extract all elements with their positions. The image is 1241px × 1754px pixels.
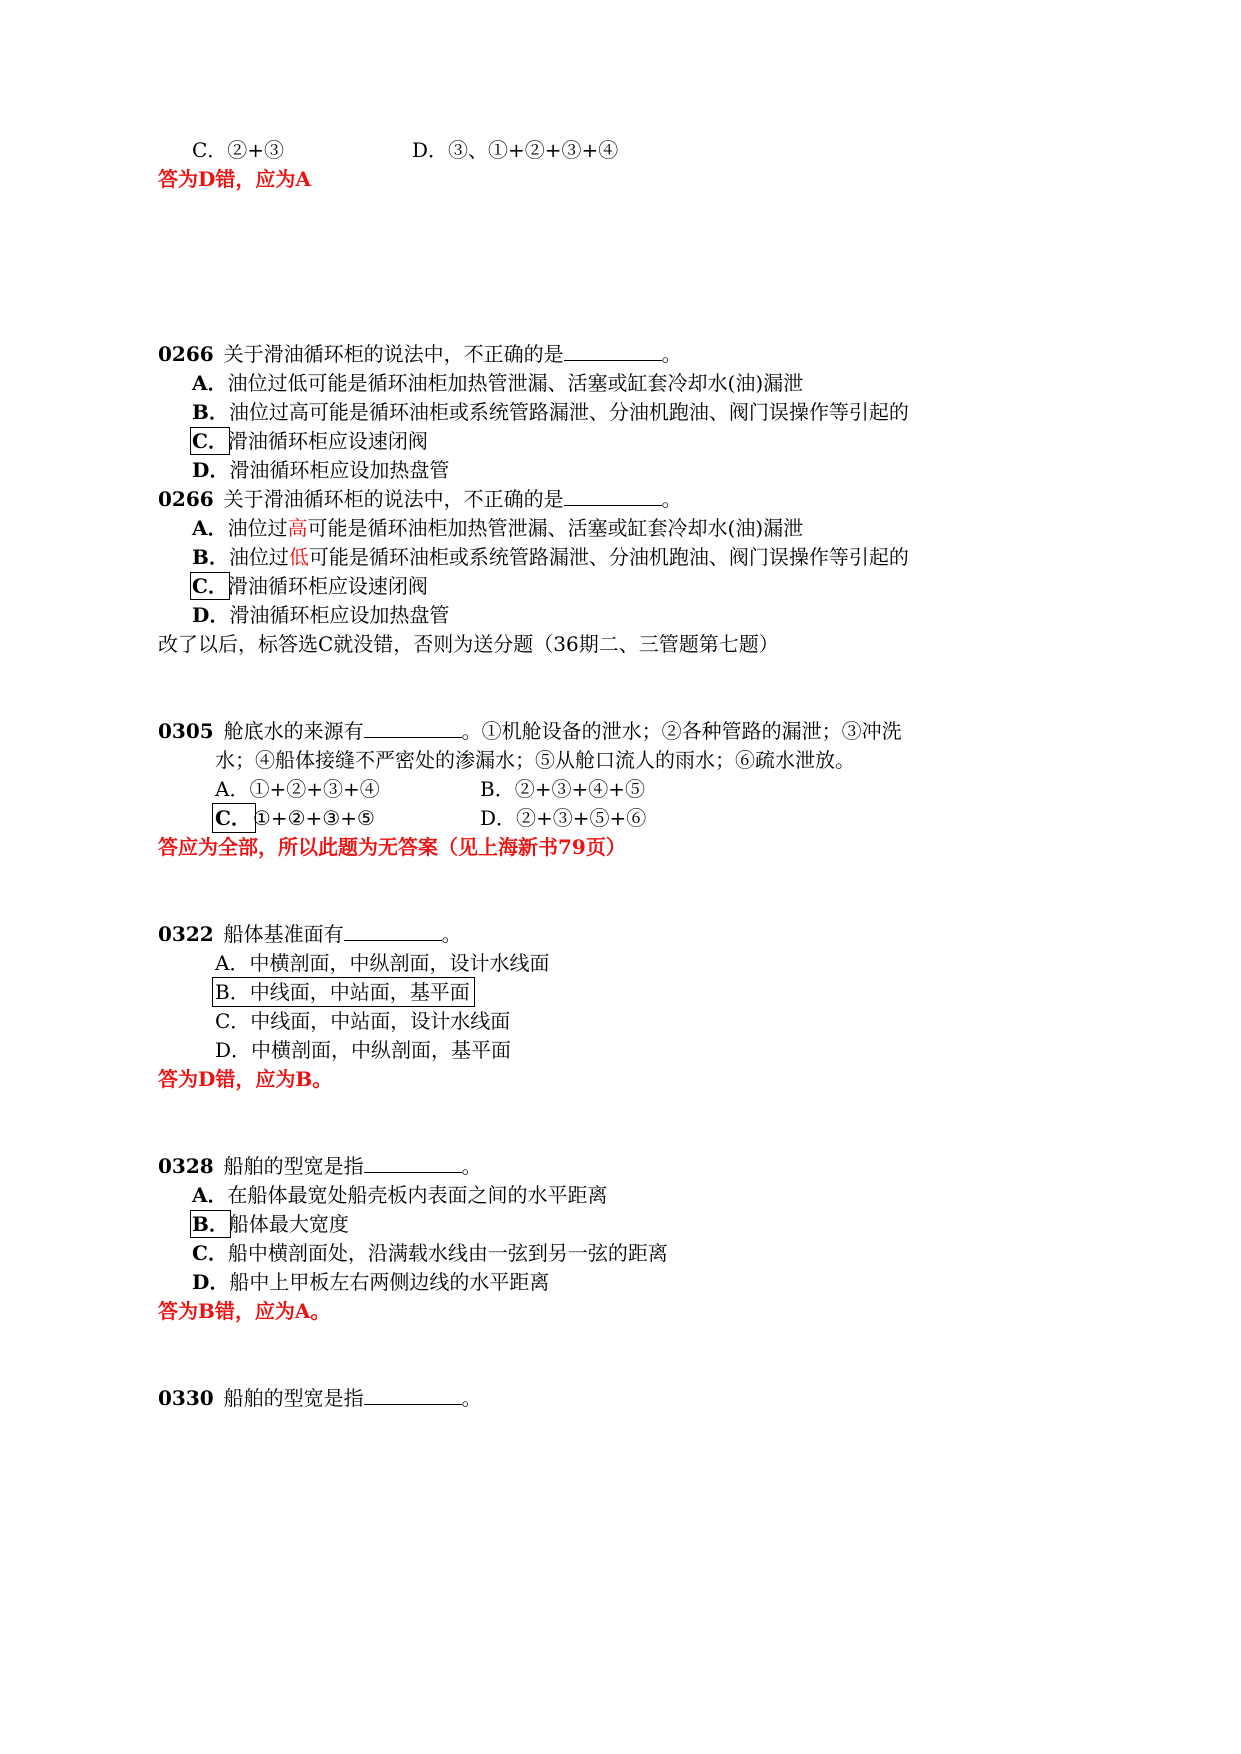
q0322-option-d: D．中横剖面，中纵剖面，基平面 [215,1038,512,1062]
option-text: D．②+③+⑤+⑥ [480,806,647,830]
option-text: 滑油循环柜应设速闭阀 [227,429,428,453]
question-0330-stem [158,1386,482,1410]
option-label: A． [192,371,228,395]
q0266b-option-d [192,603,449,627]
option-label-boxed: B． [192,1212,229,1236]
answer-blank [364,719,462,738]
top-option-d [412,138,618,162]
highlighted-word: 高 [287,516,308,540]
q0305-option-d [480,806,646,830]
question-0266-b-stem [158,487,682,511]
option-text: ①+②+③+⑤ [252,806,375,830]
question-stem: 船舶的型宽是指 [223,1154,364,1178]
question-0322-stem [158,922,462,946]
top-note: 答为D错，应为A [158,167,311,191]
q0266a-option-b [192,400,909,424]
top-option-c [192,138,284,162]
question-number: 0266 [158,342,214,366]
question-stem: 船舶的型宽是指 [223,1386,364,1410]
stem-end: 。 [661,342,682,366]
option-label-boxed: C． [192,429,228,453]
option-label-boxed: C． [192,574,228,598]
q0305-option-c [215,806,375,830]
option-text: 船中上甲板左右两侧边线的水平距离 [229,1270,550,1294]
question-stem: 关于滑油循环柜的说法中，不正确的是 [223,342,564,366]
option-text: 油位过低可能是循环油柜加热管泄漏、活塞或缸套冷却水(油)漏泄 [227,371,804,395]
option-text-boxed: B．中线面，中站面，基平面 [215,980,470,1004]
q0322-option-c: C．中线面，中站面，设计水线面 [215,1009,511,1033]
option-text: 滑油循环柜应设加热盘管 [229,458,450,482]
question-number: 0266 [158,487,214,511]
option-text: 船中横剖面处，沿满载水线由一弦到另一弦的距离 [227,1241,668,1265]
option-text: A．①+②+③+④ [215,777,380,801]
q0328-option-c [192,1241,668,1265]
q0328-option-d [192,1270,549,1294]
question-number: 0328 [158,1154,214,1178]
q0322-note: 答为D错，应为B。 [158,1067,333,1091]
q0266a-option-d [192,458,449,482]
option-label: D． [192,1270,230,1294]
option-label: D． [192,603,230,627]
answer-blank [364,1386,462,1405]
option-text-pre: 油位过 [228,545,289,569]
option-text: 船体最大宽度 [228,1212,349,1236]
question-stem: 关于滑油循环柜的说法中，不正确的是 [223,487,564,511]
option-text: 滑油循环柜应设加热盘管 [229,603,450,627]
option-text-pre: 油位过 [227,516,288,540]
question-stem-tail: 。①机舱设备的泄水；②各种管路的漏泄；③冲洗 [461,719,902,743]
option-label: B． [192,545,229,569]
question-0266-a-stem [158,342,682,366]
answer-blank [564,487,662,506]
option-text: 油位过高可能是循环油柜或系统管路漏泄、分油机跑油、阀门误操作等引起的 [228,400,909,424]
option-label: D． [192,458,230,482]
q0266b-option-b [192,545,909,569]
q0305-option-a [215,777,380,801]
option-label: B． [192,400,229,424]
q0266b-note: 改了以后，标答选C就没错，否则为送分题（36期二、三管题第七题） [158,632,779,656]
option-text: B．②+③+④+⑤ [480,777,645,801]
top-option-d-text: D．③、①+②+③+④ [412,138,619,162]
q0328-option-b [192,1212,349,1236]
question-number: 0330 [158,1386,214,1410]
stem-end: 。 [461,1154,482,1178]
option-text: 滑油循环柜应设速闭阀 [227,574,428,598]
option-text: 在船体最宽处船壳板内表面之间的水平距离 [227,1183,608,1207]
q0266a-option-c [192,429,428,453]
question-0305-stem-line2: 水；④船体接缝不严密处的渗漏水；⑤从舱口流人的雨水；⑥疏水泄放。 [215,748,855,772]
q0266a-option-a [192,371,803,395]
option-text-post: 可能是循环油柜或系统管路漏泄、分油机跑油、阀门误操作等引起的 [308,545,909,569]
stem-end: 。 [661,487,682,511]
option-label: A． [192,1183,228,1207]
q0328-option-a [192,1183,608,1207]
question-number: 0305 [158,719,214,743]
answer-blank [564,342,662,361]
question-0305-stem [158,719,902,743]
q0305-option-b [480,777,645,801]
option-label: A． [192,516,228,540]
question-0328-stem [158,1154,482,1178]
q0322-option-a: A．中横剖面，中纵剖面，设计水线面 [215,951,550,975]
answer-blank [344,922,442,941]
highlighted-word: 低 [288,545,309,569]
q0266b-option-a [192,516,803,540]
q0305-note: 答应为全部，所以此题为无答案（见上海新书79页） [158,835,626,859]
q0328-note: 答为B错，应为A。 [158,1299,331,1323]
question-stem: 舱底水的来源有 [223,719,364,743]
answer-blank [364,1154,462,1173]
question-stem: 船体基准面有 [223,922,344,946]
option-label-boxed: C． [215,806,251,830]
option-text-post: 可能是循环油柜加热管泄漏、活塞或缸套冷却水(油)漏泄 [307,516,804,540]
question-number: 0322 [158,922,214,946]
stem-end: 。 [461,1386,482,1410]
top-option-c-text: C．②+③ [192,138,285,162]
stem-end: 。 [441,922,462,946]
q0322-option-b [215,980,472,1004]
option-label: C． [192,1241,228,1265]
q0266b-option-c [192,574,428,598]
